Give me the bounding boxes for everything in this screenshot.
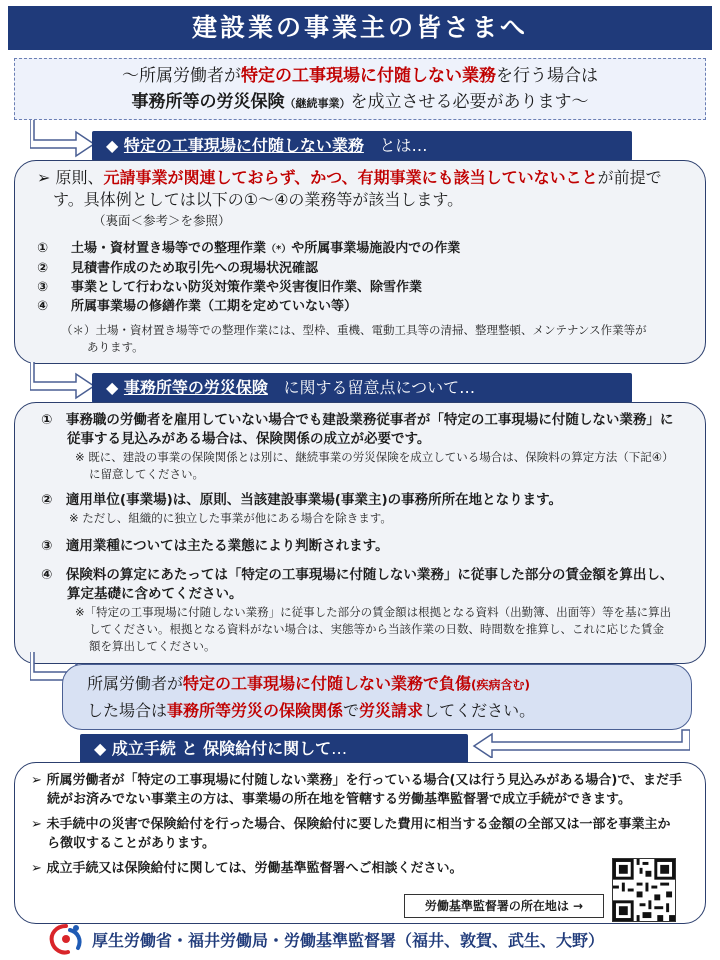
connector-arrow-icon	[30, 120, 100, 160]
section1-header-em: 特定の工事現場に付随しない業務	[123, 136, 364, 155]
callout-l2-b: 事務所等労災の保険関係	[167, 701, 344, 720]
section2-item-2: ② 適用単位(事業場)は、原則、当該建設事業場(事業主)の事務所所在地となります。	[41, 492, 563, 508]
item-text: 見積書作成のため取引先への現場状況確認	[71, 261, 319, 276]
section1-ref: （裏面＜参考＞を参照）	[93, 213, 231, 228]
section1-p1-d: が前提です。具体例としては以下の①～④の業務等が該当します。	[53, 168, 662, 209]
section1-p1-c: こと	[565, 168, 598, 187]
callout-l1-b: 特定の工事現場に付随しない業務で負傷	[183, 674, 472, 693]
item-text: 土場・資材置き場等での整理作業	[71, 241, 267, 256]
section3-header-c: 保険給付に関して	[203, 739, 332, 758]
section1-item-3	[37, 278, 687, 297]
page-title: 建設業の事業主の皆さまへ	[8, 6, 712, 50]
section3-header-post: …	[331, 739, 348, 758]
section3-item-3	[31, 859, 683, 878]
section1-item-4	[37, 297, 687, 316]
connector-arrow-icon	[30, 362, 100, 402]
section3-header	[80, 734, 468, 764]
intro-line1-post: を行う場合は	[496, 66, 598, 86]
section1-header-post: とは…	[379, 136, 428, 155]
section2-item-2-note: ※ ただし、組織的に独立した事業が他にある場合を除きます。	[69, 511, 392, 525]
section2-header	[92, 373, 632, 403]
callout-l2-d: 労災請求	[359, 701, 424, 720]
footer-text: 厚生労働省・福井労働局・労働基準監督署（福井、敦賀、武生、大野）	[92, 931, 605, 950]
item-num: ②	[37, 261, 49, 276]
item-num: ④	[37, 299, 49, 314]
return-arrow-icon	[470, 728, 690, 758]
diamond-icon: ◆	[106, 136, 119, 155]
intro-line1-em: 特定の工事現場に付随しない業務	[241, 66, 496, 86]
section2-item-4-note: ※「特定の工事現場に付随しない業務」に従事した部分の賃金額は根拠となる資料（出勤簿、出面等）等を基に算出してください。根拠となる資料がない場合は、実態等から当該作業の日数、時間数を推算し、これに応じた賃金額を算出してください。	[75, 605, 672, 653]
bullet-arrow-icon: ➢	[31, 861, 42, 876]
section1-box	[14, 160, 706, 364]
diamond-icon: ◆	[106, 378, 119, 397]
section3-item-1	[31, 771, 683, 809]
ministry-logo-icon	[46, 920, 86, 958]
section3-item-3-text: 成立手続又は保険給付に関しては、労働基準監督署へご相談ください。	[46, 861, 463, 876]
intro-line2-small: （継続事業）	[284, 97, 351, 110]
callout-l2-a: した場合は	[87, 701, 168, 720]
section2-header-em: 事務所等の労災保険	[123, 378, 268, 397]
bullet-arrow-icon: ➢	[31, 817, 42, 832]
section1-p1-b: 元請事業が関連しておらず、かつ、有期事業にも該当していない	[103, 168, 566, 187]
callout-l2-e: してください。	[423, 701, 536, 720]
section2-item-3: ③ 適用業種については主たる業態により判断されます。	[41, 538, 389, 554]
diamond-icon: ◆	[94, 739, 107, 758]
item-text2: や所属事業場施設内での作業	[291, 241, 461, 256]
callout-l1-a: 所属労働者が	[87, 674, 184, 693]
section1-p1-a: 原則、	[55, 168, 104, 187]
intro-line2-post: を成立させる必要があります～	[350, 92, 589, 112]
qr-code-icon[interactable]	[612, 858, 676, 922]
item-mark: （*）	[266, 244, 292, 255]
qr-label: 労働基準監督署の所在地は →	[404, 894, 604, 918]
section3-item-2-text: 未手続中の災害で保険給付を行った場合、保険給付に要した費用に相当する金額の全部又は一部を事業主から徴収することがあります。	[46, 817, 671, 851]
callout-l2-c: で	[343, 701, 360, 720]
section2-header-post: に関する留意点について…	[283, 378, 476, 397]
intro-box	[14, 58, 706, 120]
item-text: 事業として行わない防災対策作業や災害復旧作業、除雪作業	[71, 280, 423, 295]
callout-l1-small: (疾病含む)	[471, 678, 531, 692]
section3-header-a: 成立手続	[111, 739, 176, 758]
section1-item-2	[37, 259, 687, 278]
section3-header-b: と	[181, 739, 198, 758]
bullet-arrow-icon: ➢	[37, 168, 51, 187]
item-num: ③	[37, 280, 49, 295]
section1-note: （＊）土場・資材置き場等での整理作業には、型枠、重機、電動工具等の清掃、整理整頓、メンテナンス作業等があります。	[61, 323, 647, 354]
section2-item-1: ① 事務職の労働者を雇用していない場合でも建設業務従事者が「特定の工事現場に付随しない業務」に従事する見込みがある場合は、保険関係の成立が必要です。	[41, 412, 674, 447]
callout-box	[62, 664, 692, 730]
section3-item-1-text: 所属労働者が「特定の工事現場に付随しない業務」を行っている場合(又は行う見込みがある場合)で、まだ手続がお済みでない事業主の方は、事業場の所在地を管轄する労働基準監督署で成立手続ができます。	[46, 773, 683, 807]
section2-box	[14, 402, 706, 664]
section3-item-2	[31, 815, 683, 853]
bullet-arrow-icon: ➢	[31, 773, 42, 788]
intro-line2-em: 事務所等の労災保険	[131, 92, 285, 112]
item-num: ①	[37, 241, 49, 256]
intro-line1-pre: ～所属労働者が	[122, 66, 241, 86]
section1-paragraph	[37, 167, 687, 211]
section1-item-1	[37, 239, 687, 259]
section2-item-4: ④ 保険料の算定にあたっては「特定の工事現場に付随しない業務」に従事した部分の賃金額を算出し、算定基礎に含めてください。	[41, 567, 674, 602]
item-text: 所属事業場の修繕作業（工期を定めていない等）	[71, 299, 358, 314]
section2-item-1-note: ※ 既に、建設の事業の保険関係とは別に、継続事業の労災保険を成立している場合は、保険料の算定方法（下記④）に留意してください。	[75, 450, 674, 481]
section1-header	[92, 131, 632, 161]
